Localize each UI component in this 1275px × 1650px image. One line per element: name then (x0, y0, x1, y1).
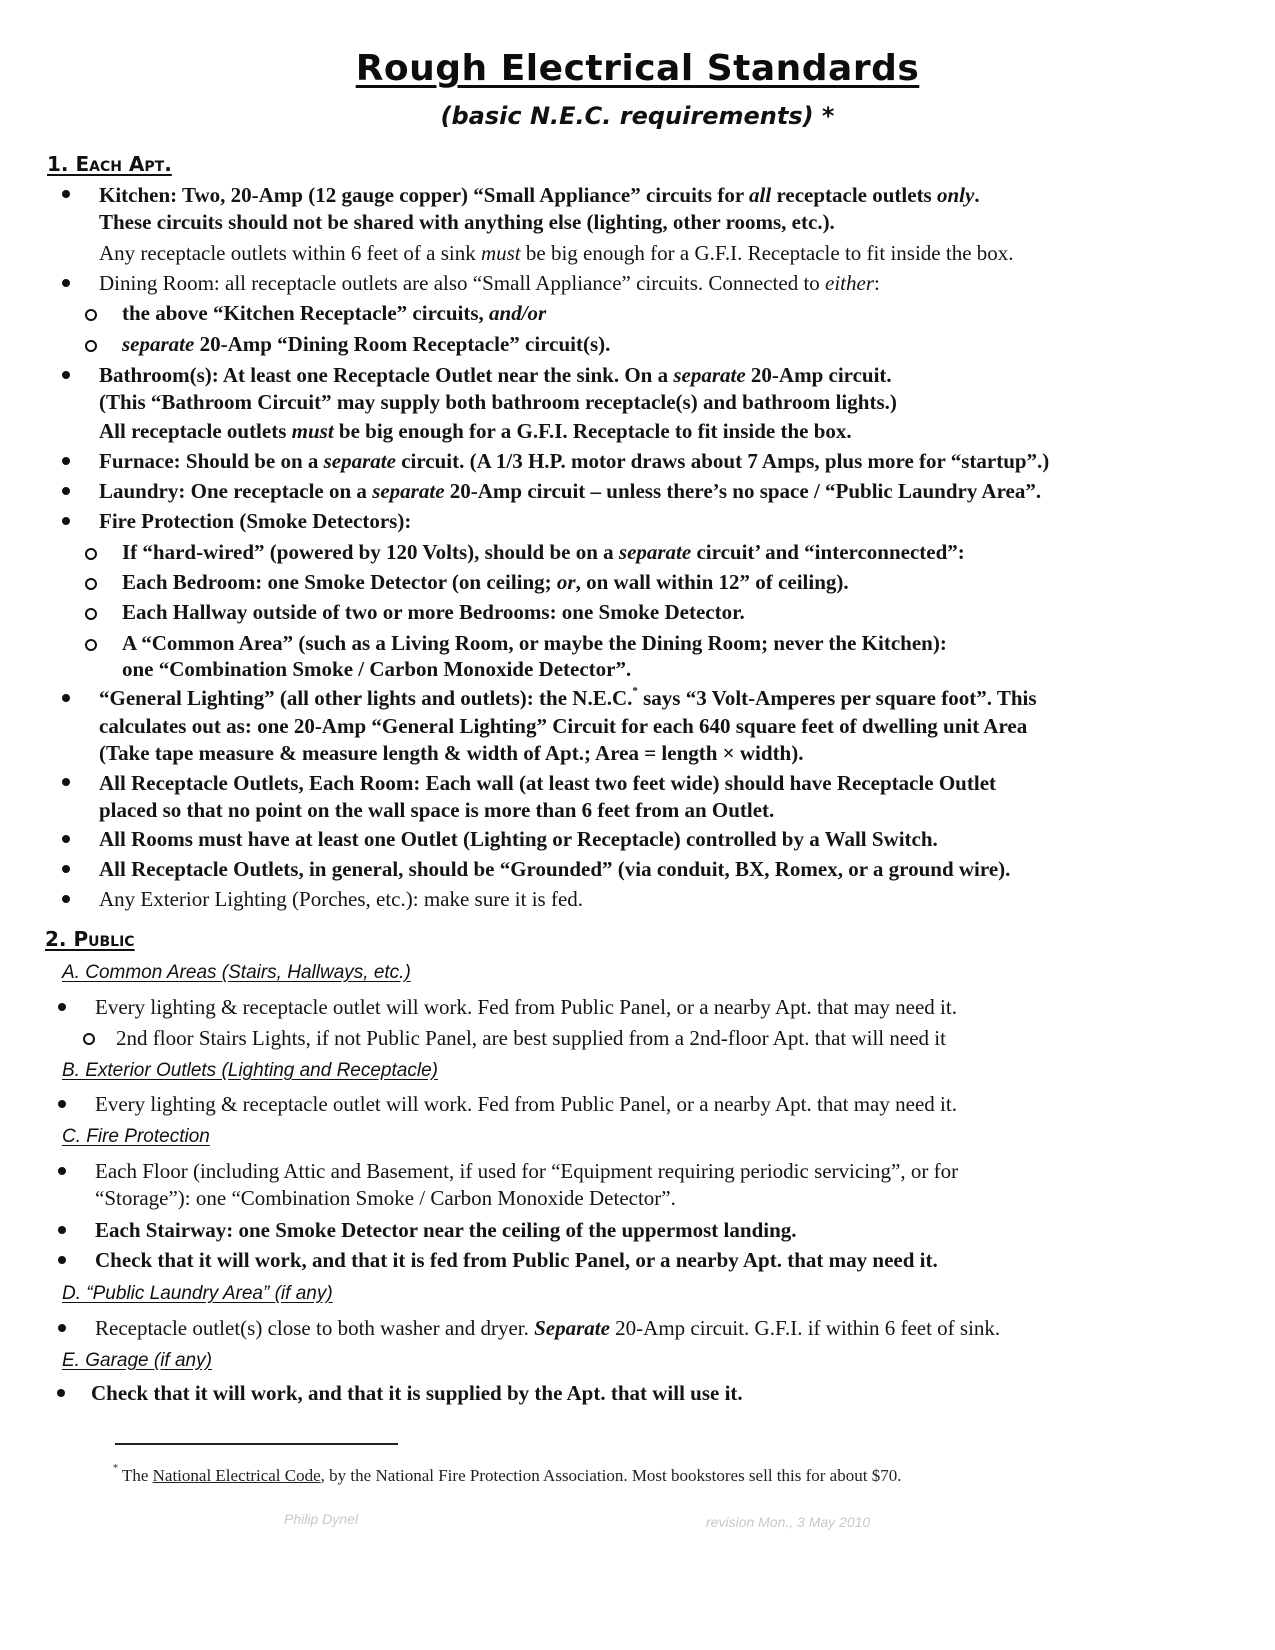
footnote-marker: * (632, 685, 638, 697)
sub-bullet-icon (85, 548, 97, 560)
text: be big enough for a G.F.I. Receptacle to fit inside the box. (333, 419, 852, 443)
text: Dining Room: all receptacle outlets are also “Small Appliance” circuits. Connected to (99, 271, 826, 295)
bullet-icon (58, 1324, 66, 1332)
emphasis: must (480, 241, 521, 265)
text: receptacle outlets (771, 183, 937, 207)
emphasis: separate (618, 540, 692, 564)
bullet-icon (62, 694, 70, 702)
bullet-icon (57, 1389, 65, 1397)
text: : (874, 271, 880, 295)
receptacles-room-line-2: placed so that no point on the wall space is more than 6 feet from an Outlet. (99, 798, 775, 822)
bullet-icon (62, 457, 70, 465)
exterior-line: Any Exterior Lighting (Porches, etc.): make sure it is fed. (99, 887, 584, 911)
emphasis: separate (673, 363, 746, 387)
fire-protection-line: Fire Protection (Smoke Detectors): (99, 509, 412, 533)
text: Laundry: One receptacle on a (99, 479, 373, 503)
author-signature: Philip Dynel (284, 1511, 358, 1527)
text: , on wall within 12” of ceiling). (575, 570, 849, 594)
kitchen-line-1 (99, 185, 980, 206)
document-subtitle: (basic N.E.C. requirements) * (440, 102, 835, 130)
rooms-switch-line: All Rooms must have at least one Outlet (Lighting or Receptacle) controlled by a Wall Switch. (99, 827, 938, 851)
section-heading-each-apt: 1. Each Apt. (47, 152, 172, 176)
general-lighting-line-2: calculates out as: one 20-Amp “General Lighting” Circuit for each 640 square feet of dwelling unit Area (99, 714, 1028, 738)
public-laundry-line (95, 1318, 1000, 1339)
bullet-icon (58, 1256, 66, 1264)
bullet-icon (62, 279, 70, 287)
text: 20-Amp circuit – unless there’s no space / “Public Laundry Area”. (444, 479, 1042, 503)
text: be big enough for a G.F.I. Receptacle to fit inside the box. (520, 241, 1014, 265)
fire-floor-line-2: “Storage”): one “Combination Smoke / Carbon Monoxide Detector”. (95, 1186, 676, 1210)
subsection-heading-garage: E. Garage (if any) (62, 1350, 212, 1371)
text: All receptacle outlets (99, 419, 292, 443)
text: Furnace: Should be on a (99, 449, 324, 473)
bullet-icon (62, 190, 70, 198)
bullet-icon (58, 1100, 66, 1108)
text: says “3 Volt-Amperes per square foot”. This (637, 686, 1037, 710)
text: If “hard-wired” (powered by 120 Volts), should be on a (122, 540, 619, 564)
exterior-outlets-line: Every lighting & receptacle outlet will work. Fed from Public Panel, or a nearby Apt. that may need it. (95, 1092, 957, 1116)
emphasis: either (825, 271, 875, 295)
sub-bullet-icon (83, 1033, 95, 1045)
common-areas-sub-line: 2nd floor Stairs Lights, if not Public Panel, are best supplied from a 2nd-floor Apt. that will need it (116, 1026, 946, 1050)
footnote-marker: * (113, 1463, 118, 1475)
bullet-icon (62, 865, 70, 873)
emphasis: separate (323, 449, 396, 473)
bathroom-line-2: (This “Bathroom Circuit” may supply both bathroom receptacle(s) and bathroom lights.) (99, 390, 897, 414)
subsection-heading-fire-protection: C. Fire Protection (62, 1126, 210, 1147)
sub-bullet-icon (85, 340, 97, 352)
fire-check-line: Check that it will work, and that it is fed from Public Panel, or a nearby Apt. that may need it. (95, 1248, 938, 1272)
bullet-icon (58, 1167, 66, 1175)
bathroom-line-3 (99, 421, 852, 442)
fire-sub-2 (122, 572, 849, 593)
sub-bullet-icon (85, 608, 97, 620)
title-text: Rough Electrical Standards (355, 48, 920, 89)
fire-sub-1 (122, 542, 965, 563)
dining-sub-2 (122, 334, 610, 355)
general-lighting-line-1 (99, 685, 1037, 710)
text: Receptacle outlet(s) close to both washer and dryer. (95, 1316, 535, 1340)
footnote (113, 1463, 902, 1486)
emphasis: separate (122, 332, 195, 356)
garage-line: Check that it will work, and that it is supplied by the Apt. that will use it. (91, 1381, 743, 1405)
emphasis: all (749, 183, 772, 207)
fire-sub-4-line-2: one “Combination Smoke / Carbon Monoxide Detector”. (122, 657, 632, 681)
emphasis: and/or (489, 301, 547, 325)
laundry-line (99, 481, 1041, 502)
kitchen-line-2: These circuits should not be shared with anything else (lighting, other rooms, etc.). (99, 210, 835, 234)
text: . (974, 183, 980, 207)
bullet-icon (62, 835, 70, 843)
receptacles-room-line-1: All Receptacle Outlets, Each Room: Each wall (at least two feet wide) should have Receptacle Outlet (99, 771, 997, 795)
bullet-icon (58, 1003, 66, 1011)
text: circuit. (A 1/3 H.P. motor draws about 7 Amps, plus more for “startup”.) (395, 449, 1050, 473)
subsection-heading-exterior-outlets: B. Exterior Outlets (Lighting and Receptacle) (62, 1060, 438, 1081)
text: circuit’ and “interconnected”: (691, 540, 965, 564)
sub-bullet-icon (85, 309, 97, 321)
footnote-divider (115, 1443, 398, 1445)
bullet-icon (62, 487, 70, 495)
bullet-icon (62, 371, 70, 379)
bathroom-line-1 (99, 365, 892, 386)
document-title (0, 48, 1275, 89)
text: 20-Amp circuit. (745, 363, 892, 387)
text: Each Bedroom: one Smoke Detector (on ceiling; (122, 570, 557, 594)
fire-sub-4-line-1: A “Common Area” (such as a Living Room, or maybe the Dining Room; never the Kitchen): (122, 631, 947, 655)
text: Bathroom(s): At least one Receptacle Outlet near the sink. On a (99, 363, 674, 387)
emphasis: only (936, 183, 975, 207)
dining-line-1 (99, 273, 880, 294)
grounded-line: All Receptacle Outlets, in general, should be “Grounded” (via conduit, BX, Romex, or a ground wire). (99, 857, 1011, 881)
emphasis: or (556, 570, 576, 594)
dining-sub-1 (122, 303, 546, 324)
nec-reference: National Electrical Code (152, 1466, 321, 1485)
bullet-icon (62, 517, 70, 525)
fire-stairway-line: Each Stairway: one Smoke Detector near the ceiling of the uppermost landing. (95, 1218, 797, 1242)
sub-bullet-icon (85, 578, 97, 590)
emphasis: separate (372, 479, 445, 503)
text: the above “Kitchen Receptacle” circuits, (122, 301, 490, 325)
kitchen-line-3 (99, 243, 1014, 264)
sub-bullet-icon (85, 639, 97, 651)
common-areas-line: Every lighting & receptacle outlet will work. Fed from Public Panel, or a nearby Apt. that may need it. (95, 995, 957, 1019)
furnace-line (99, 451, 1049, 472)
subsection-heading-public-laundry: D. “Public Laundry Area” (if any) (62, 1283, 333, 1304)
section-heading-public: 2. Public (45, 927, 135, 951)
revision-date: revision Mon., 3 May 2010 (706, 1514, 871, 1530)
emphasis: must (291, 419, 334, 443)
text: “General Lighting” (all other lights and outlets): the N.E.C. (99, 686, 633, 710)
fire-floor-line-1: Each Floor (including Attic and Basement, if used for “Equipment requiring periodic servicing”, or for (95, 1159, 959, 1183)
general-lighting-line-3: (Take tape measure & measure length & width of Apt.; Area = length × width). (99, 741, 804, 765)
bullet-icon (62, 778, 70, 786)
text: 20-Amp circuit. G.F.I. if within 6 feet of sink. (609, 1316, 1001, 1340)
fire-sub-3: Each Hallway outside of two or more Bedrooms: one Smoke Detector. (122, 600, 745, 624)
text: 20-Amp “Dining Room Receptacle” circuit(s). (194, 332, 611, 356)
text: Kitchen: Two, 20-Amp (12 gauge copper) “Small Appliance” circuits for (99, 183, 750, 207)
text: The (118, 1466, 153, 1485)
emphasis: Separate (534, 1316, 610, 1340)
bullet-icon (62, 895, 70, 903)
subsection-heading-common-areas: A. Common Areas (Stairs, Hallways, etc.) (62, 962, 411, 983)
text: , by the National Fire Protection Association. Most bookstores sell this for about $70. (320, 1466, 902, 1485)
bullet-icon (58, 1226, 66, 1234)
text: Any receptacle outlets within 6 feet of a sink (99, 241, 481, 265)
